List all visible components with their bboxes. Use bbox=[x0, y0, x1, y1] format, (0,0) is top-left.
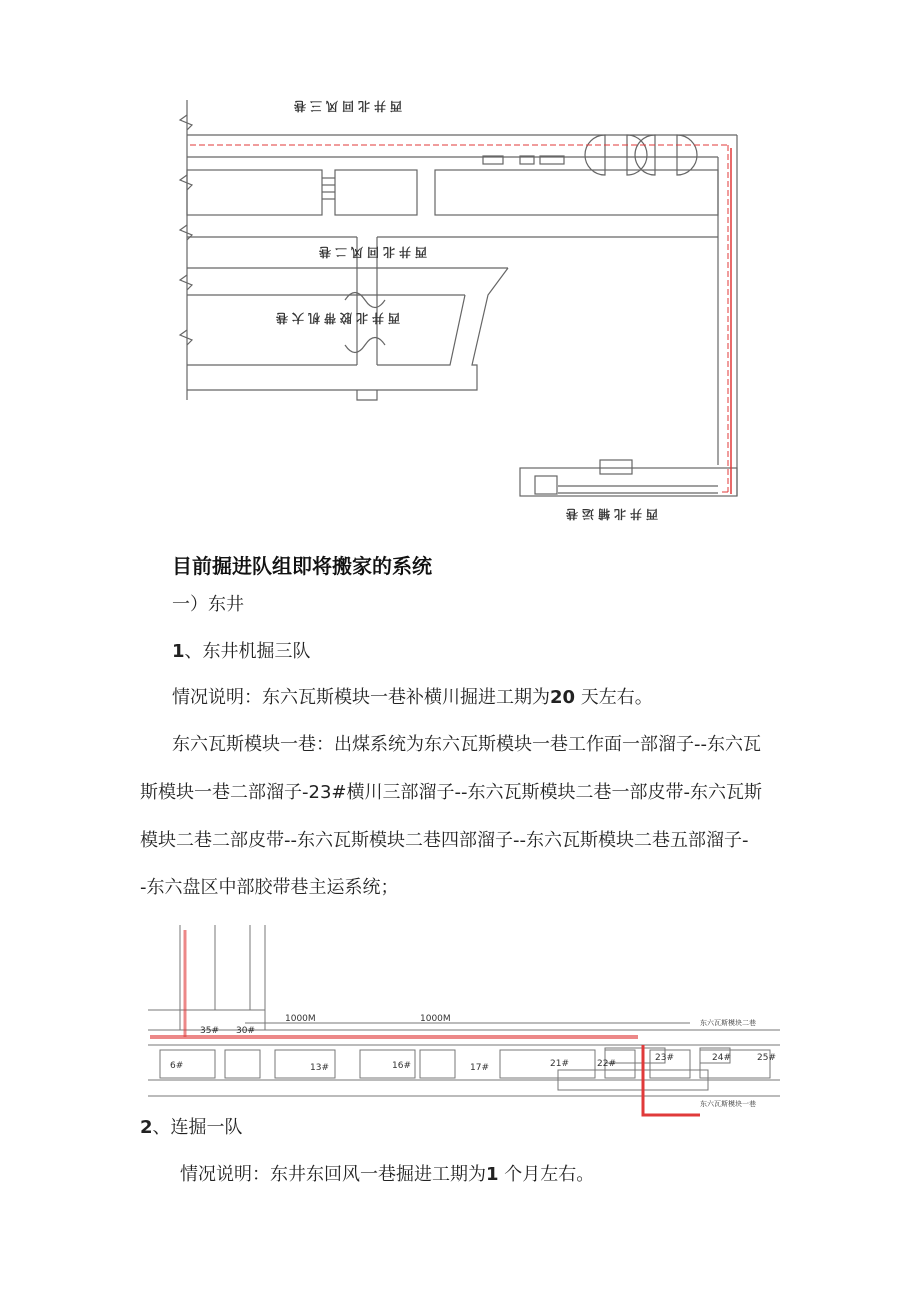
diagram-west-shaft bbox=[0, 0, 920, 540]
team1-number: 1 bbox=[172, 641, 185, 662]
team2-status-suffix: 个月左右。 bbox=[504, 1164, 595, 1185]
team1-status-suffix: 天左右。 bbox=[580, 687, 653, 708]
crosscut-label: 30# bbox=[236, 1026, 255, 1036]
para-line: 模块二巷二部皮带--东六瓦斯模块二巷四部溜子--东六瓦斯模块二巷五部溜子- bbox=[140, 830, 749, 851]
crosscut-label: 13# bbox=[310, 1063, 329, 1073]
team1-status-text: 情况说明：东六瓦斯模块一巷补横川掘进工期为 bbox=[172, 687, 550, 708]
team1-duration: 20 bbox=[550, 687, 576, 708]
page-heading: 目前掘进队组即将搬家的系统 bbox=[172, 554, 432, 578]
roadway-label: 东六瓦斯模块一巷 bbox=[700, 1100, 756, 1108]
team2-heading bbox=[140, 1117, 243, 1139]
para-line: 斯模块一巷二部溜子-23#横川三部溜子--东六瓦斯模块二巷一部皮带-东六瓦斯 bbox=[140, 782, 762, 803]
crosscut-label: 22# bbox=[597, 1059, 616, 1069]
crosscut-label: 35# bbox=[200, 1026, 219, 1036]
team2-duration: 1 bbox=[486, 1164, 499, 1185]
team1-status bbox=[172, 687, 653, 709]
section-east-shaft: 一）东井 bbox=[172, 594, 244, 615]
crosscut-label: 16# bbox=[392, 1061, 411, 1071]
label-return-air-3: 西井北回风三巷 bbox=[290, 99, 403, 113]
crosscut-label: 23# bbox=[655, 1053, 674, 1063]
crosscut-label: 17# bbox=[470, 1063, 489, 1073]
team2-number: 2 bbox=[140, 1117, 153, 1138]
team2-status bbox=[180, 1164, 594, 1186]
diagram-west-shaft-drawing bbox=[0, 0, 920, 540]
crosscut-label: 6# bbox=[170, 1061, 184, 1071]
team2-name: 、连掘一队 bbox=[152, 1117, 243, 1138]
distance-label: 1000M bbox=[420, 1014, 451, 1024]
para-line: -东六盘区中部胶带巷主运系统； bbox=[140, 877, 399, 898]
diagram-east-six-drawing bbox=[0, 920, 920, 1120]
crosscut-label: 24# bbox=[712, 1053, 731, 1063]
team1-heading bbox=[172, 641, 311, 663]
team2-status-text: 情况说明：东井东回风一巷掘进工期为 bbox=[180, 1164, 486, 1185]
label-belt-roadway: 西井北胶带机大巷 bbox=[272, 311, 401, 325]
diagram-east-six-gas bbox=[0, 920, 920, 1120]
label-aux-roadway: 西井北辅运巷 bbox=[562, 507, 659, 521]
roadway-label: 东六瓦斯模块二巷 bbox=[700, 1019, 756, 1027]
crosscut-label: 25# bbox=[757, 1053, 776, 1063]
para-line: 东六瓦斯模块一巷：出煤系统为东六瓦斯模块一巷工作面一部溜子--东六瓦 bbox=[172, 734, 761, 755]
distance-label: 1000M bbox=[285, 1014, 316, 1024]
team1-name: 、东井机掘三队 bbox=[184, 641, 311, 662]
label-return-air-2: 西井北回风二巷 bbox=[315, 245, 428, 259]
crosscut-label: 21# bbox=[550, 1059, 569, 1069]
